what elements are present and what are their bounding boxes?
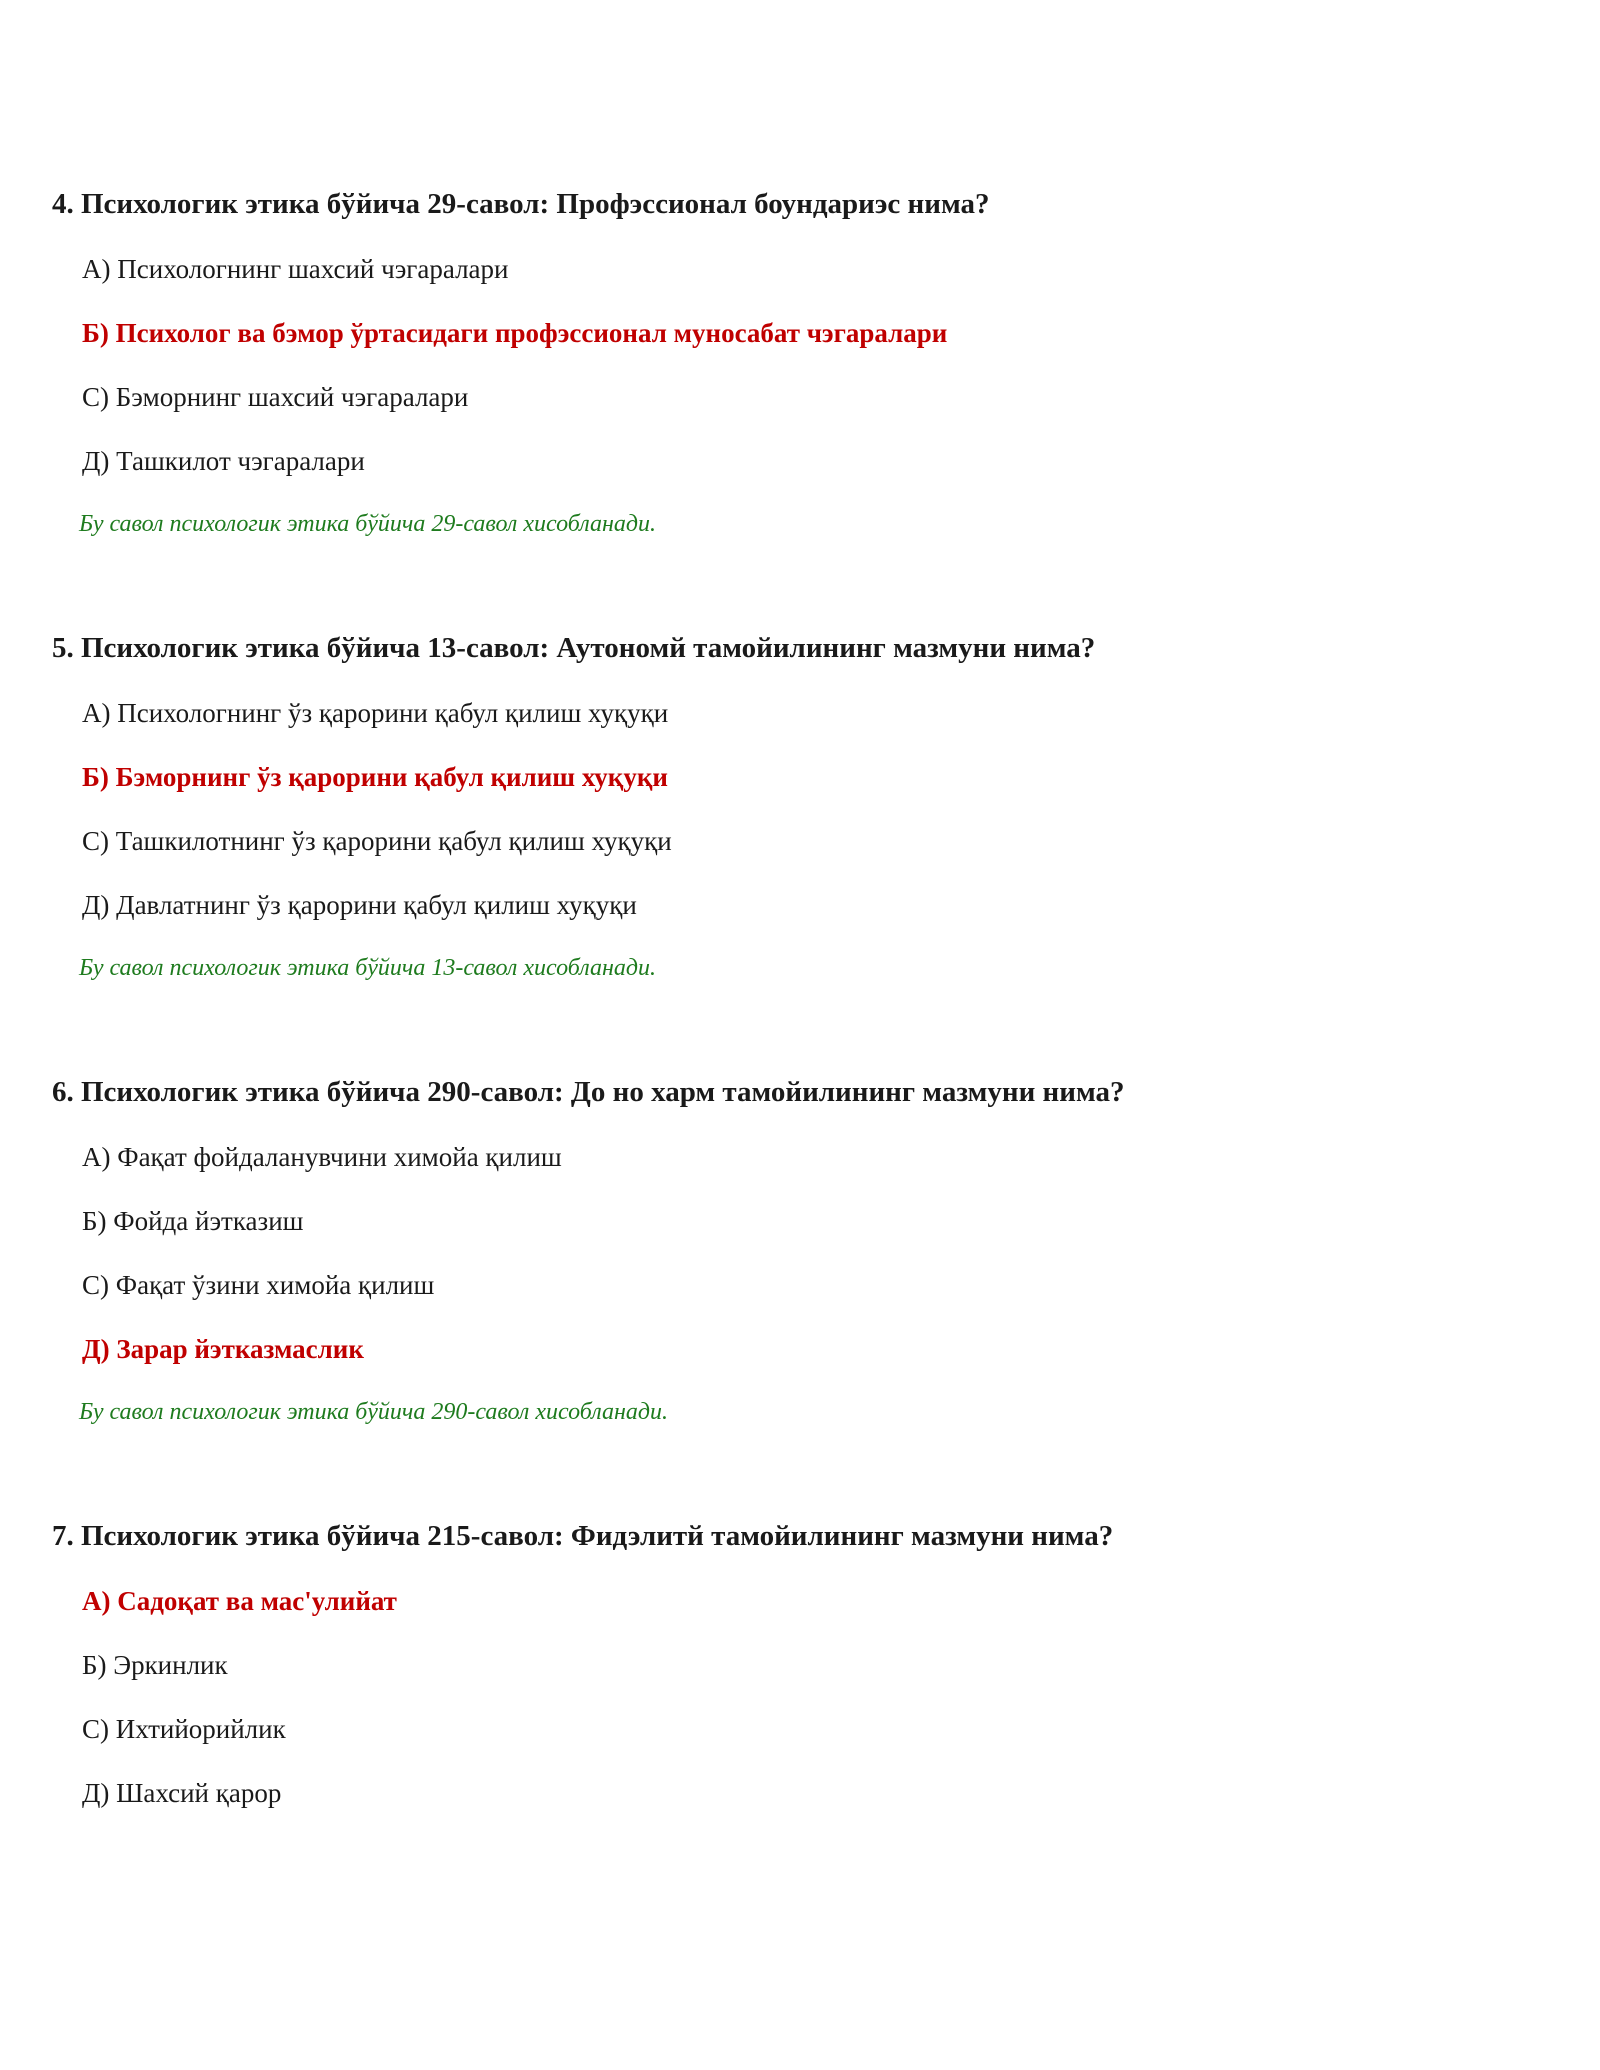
answer-option-d: Д) Ташкилот чэгаралари	[82, 446, 365, 476]
answer-option-c: С) Бэморнинг шахсий чэгаралари	[82, 382, 469, 412]
answer-option-a-correct: А) Садоқат ва мас'улийат	[82, 1586, 397, 1616]
answer-option-b-correct: Б) Бэморнинг ўз қарорини қабул қилиш хуқуқи	[82, 762, 668, 792]
answer-option-b: Б) Фойда йэтказиш	[82, 1206, 304, 1236]
answer-options	[52, 1584, 1532, 1810]
answer-option-d: Д) Шахсий қарор	[82, 1778, 282, 1808]
answer-option-b: Б) Эркинлик	[82, 1650, 228, 1680]
question-note: Бу савол психологик этика бўйича 290-савол хисобланади.	[79, 1399, 669, 1425]
question-note: Бу савол психологик этика бўйича 13-савол хисобланади.	[79, 955, 657, 981]
question-title: 4. Психологик этика бўйича 29-савол: Профэссионал боундариэс нима?	[52, 188, 990, 220]
answer-option-d: Д) Давлатнинг ўз қарорини қабул қилиш хуқуқи	[82, 890, 637, 920]
answer-option-a: А) Психологнинг шахсий чэгаралари	[82, 254, 509, 284]
question-block	[52, 1074, 1532, 1451]
answer-options	[52, 1140, 1532, 1366]
answer-options	[52, 252, 1532, 478]
question-block	[52, 186, 1532, 563]
answer-option-c: С) Ташкилотнинг ўз қарорини қабул қилиш хуқуқи	[82, 826, 672, 856]
question-title: 7. Психологик этика бўйича 215-савол: Фидэлитй тамойилининг мазмуни нима?	[52, 1520, 1114, 1552]
question-title: 5. Психологик этика бўйича 13-савол: Аутономй тамойилининг мазмуни нима?	[52, 632, 1096, 664]
question-note: Бу савол психологик этика бўйича 29-савол хисобланади.	[79, 511, 657, 537]
question-block	[52, 630, 1532, 1007]
answer-option-a: А) Психологнинг ўз қарорини қабул қилиш хуқуқи	[82, 698, 669, 728]
answer-options	[52, 696, 1532, 922]
answer-option-b-correct: Б) Психолог ва бэмор ўртасидаги профэссионал муносабат чэгаралари	[82, 318, 948, 348]
question-title: 6. Психологик этика бўйича 290-савол: До но харм тамойилининг мазмуни нима?	[52, 1076, 1125, 1108]
question-block	[52, 1518, 1532, 1810]
answer-option-c: С) Ихтийорийлик	[82, 1714, 286, 1744]
answer-option-c: С) Фақат ўзини химойа қилиш	[82, 1270, 435, 1300]
answer-option-a: А) Фақат фойдаланувчини химойа қилиш	[82, 1142, 562, 1172]
answer-option-d-correct: Д) Зарар йэтказмаслик	[82, 1334, 364, 1364]
